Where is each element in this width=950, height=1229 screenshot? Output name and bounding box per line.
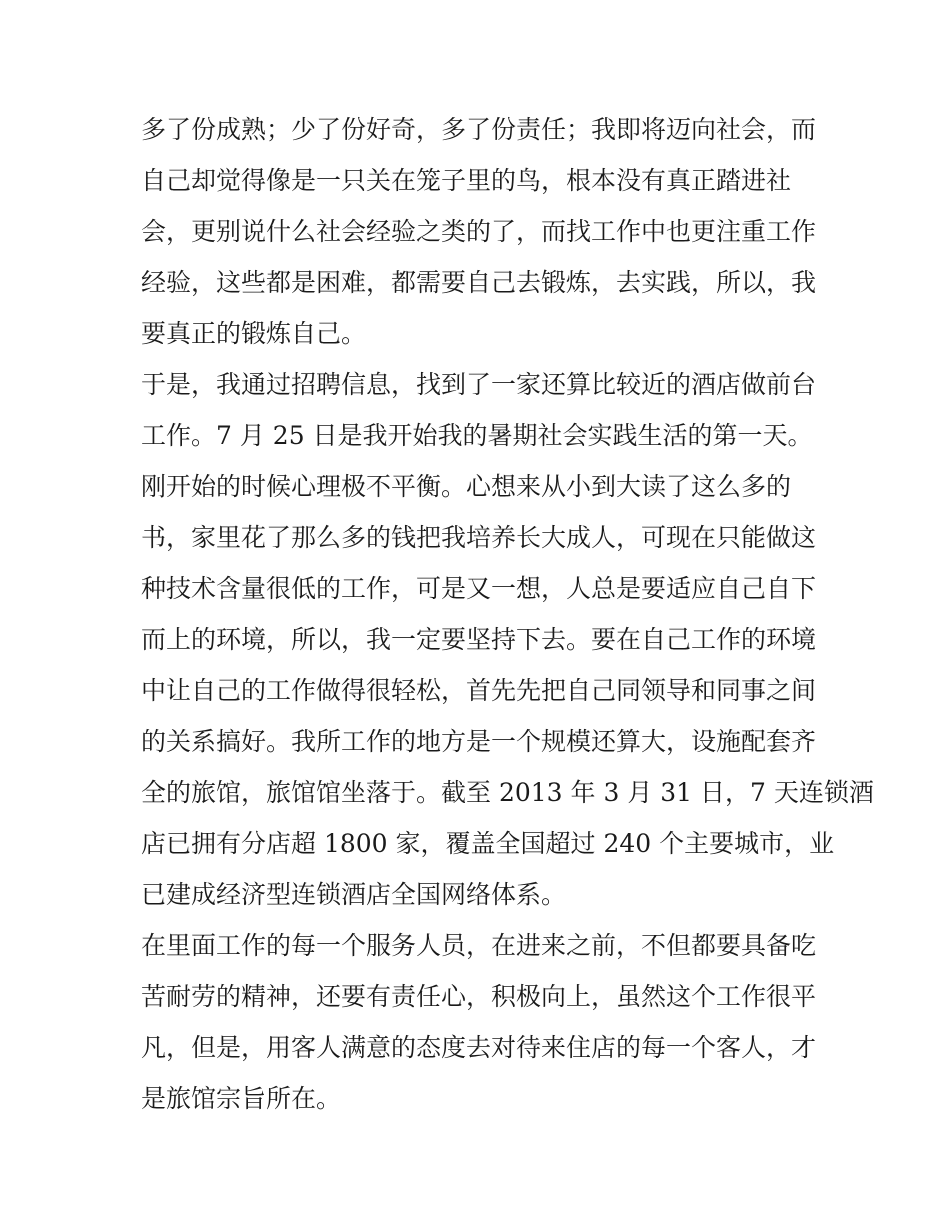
text-line: 已建成经济型连锁酒店全国网络体系。 xyxy=(141,880,567,909)
text-line: 经验，这些都是困难，都需要自己去锻炼，去实践，所以，我 xyxy=(141,268,817,297)
text-line: 在里面工作的每一个服务人员，在进来之前，不但都要具备吃 xyxy=(141,931,817,960)
text-line: 店已拥有分店超 1800 家，覆盖全国超过 240 个主要城市，业 xyxy=(141,829,835,858)
text-line: 书，家里花了那么多的钱把我培养长大成人，可现在只能做这 xyxy=(141,523,817,552)
text-line: 全的旅馆，旅馆馆坐落于。截至 2013 年 3 月 31 日，7 天连锁酒 xyxy=(141,778,874,807)
text-line: 于是，我通过招聘信息，找到了一家还算比较近的酒店做前台 xyxy=(141,370,817,399)
text-line: 苦耐劳的精神，还要有责任心，积极向上，虽然这个工作很平 xyxy=(141,982,817,1011)
text-line: 多了份成熟；少了份好奇，多了份责任；我即将迈向社会，而 xyxy=(141,115,817,144)
text-line: 是旅馆宗旨所在。 xyxy=(141,1084,342,1113)
text-line: 中让自己的工作做得很轻松，首先先把自己同领导和同事之间 xyxy=(141,676,817,705)
text-line: 自己却觉得像是一只关在笼子里的鸟，根本没有真正踏进社 xyxy=(141,166,792,195)
text-line: 工作。7 月 25 日是我开始我的暑期社会实践生活的第一天。 xyxy=(141,421,813,450)
text-line: 刚开始的时候心理极不平衡。心想来从小到大读了这么多的 xyxy=(141,472,792,501)
text-line: 而上的环境，所以，我一定要坚持下去。要在自己工作的环境 xyxy=(141,625,817,654)
text-line: 要真正的锻炼自己。 xyxy=(141,319,367,348)
text-line: 的关系搞好。我所工作的地方是一个规模还算大，设施配套齐 xyxy=(141,727,817,756)
text-line: 会，更别说什么社会经验之类的了，而找工作中也更注重工作 xyxy=(141,217,817,246)
text-line: 凡，但是，用客人满意的态度去对待来住店的每一个客人，才 xyxy=(141,1033,817,1062)
document-body xyxy=(141,104,874,1124)
text-line: 种技术含量很低的工作，可是又一想，人总是要适应自己自下 xyxy=(141,574,817,603)
